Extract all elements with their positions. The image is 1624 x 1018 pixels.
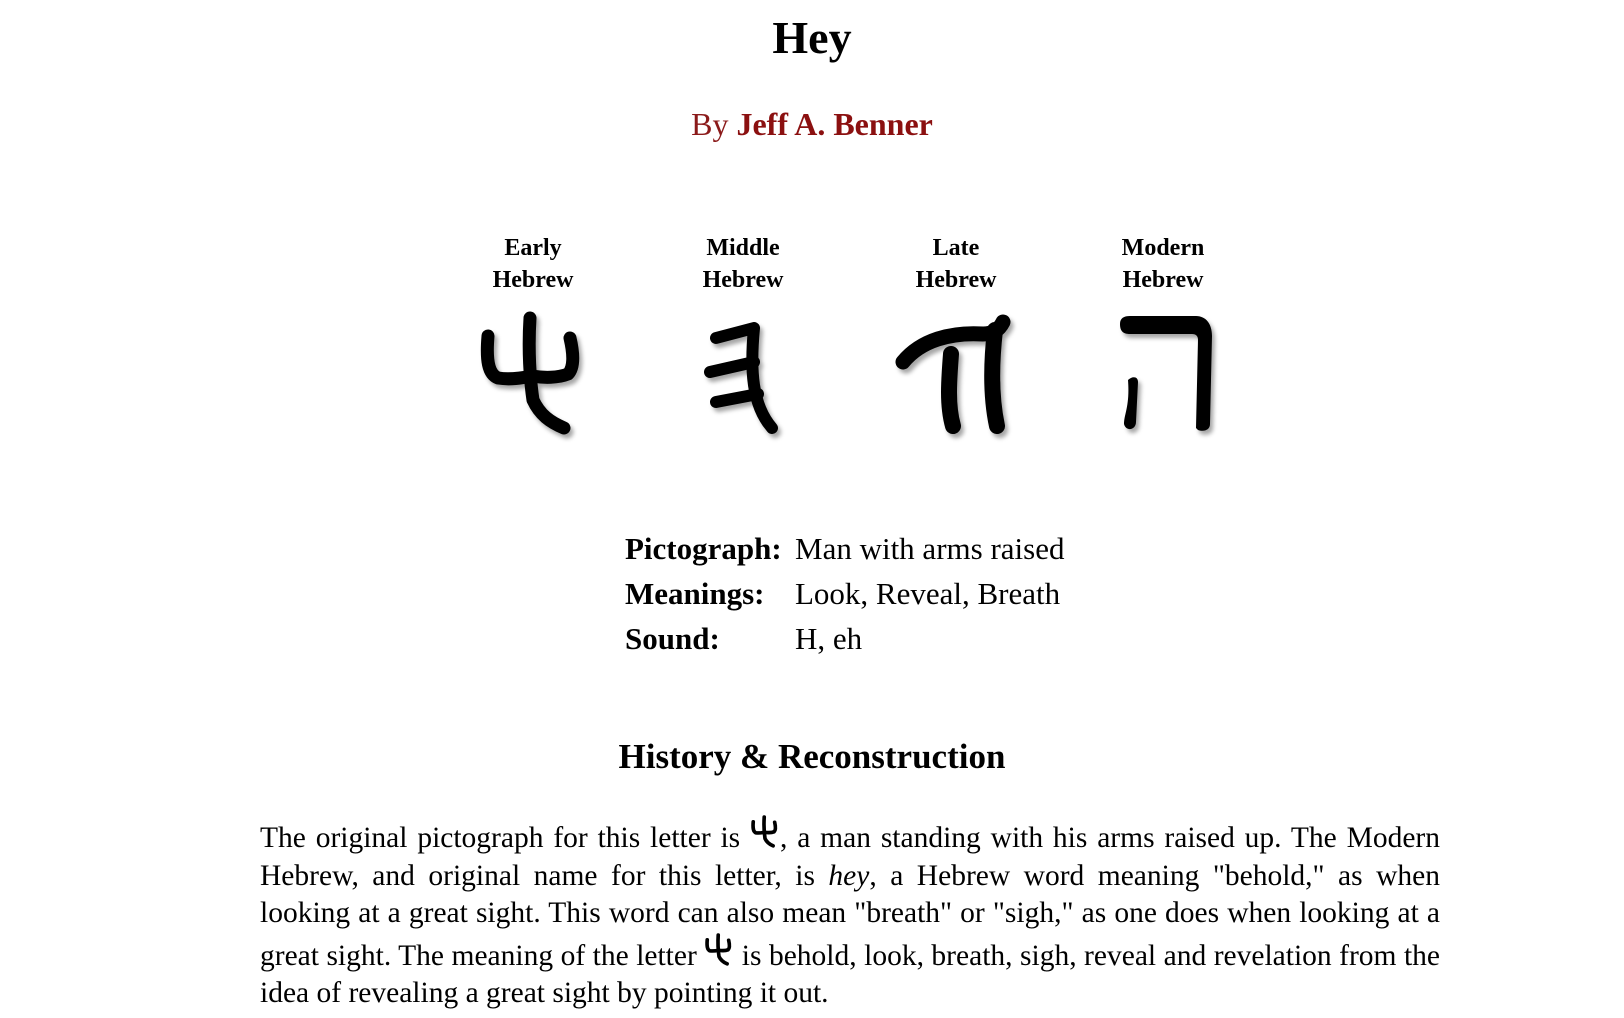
fact-label: Sound: <box>625 621 720 656</box>
history-paragraph <box>260 815 1440 1013</box>
column-label-line2: Hebrew <box>915 267 997 293</box>
letter-evolution-table <box>0 232 1624 452</box>
column-label <box>856 232 1056 296</box>
paragraph-text: The original pictograph for this letter is <box>260 822 751 854</box>
early-hebrew-hey-inline-icon <box>704 933 734 967</box>
section-heading: History & Reconstruction <box>618 737 1006 776</box>
modern-hebrew-hey-icon <box>1108 310 1218 440</box>
column-label-line1: Middle <box>706 235 780 261</box>
letter-column-late <box>856 232 1056 440</box>
fact-value: Look, Reveal, Breath <box>795 576 1061 611</box>
column-label-line2: Hebrew <box>702 267 784 293</box>
middle-hebrew-hey-icon <box>688 310 798 440</box>
column-label-line1: Early <box>504 235 562 261</box>
column-label-line2: Hebrew <box>492 267 574 293</box>
letter-facts <box>625 526 1064 661</box>
early-hebrew-hey-icon <box>478 310 588 440</box>
paragraph-text: , a Hebrew word meaning "behold," as when looking at a great sight. This word can also mean "breath" or "sigh," as one does when looking at a great sight. The meaning of the letter <box>260 859 1440 972</box>
byline-prefix: By <box>691 106 737 142</box>
column-label <box>643 232 843 296</box>
fact-label: Pictograph: <box>625 531 782 566</box>
paragraph-italic-word: hey <box>828 859 870 892</box>
fact-row-sound <box>625 616 1064 661</box>
fact-value: Man with arms raised <box>795 531 1065 566</box>
letter-column-middle <box>643 232 843 440</box>
column-label <box>433 232 633 296</box>
column-label <box>1063 232 1263 296</box>
fact-row-pictograph <box>625 526 1064 571</box>
fact-label: Meanings: <box>625 576 765 611</box>
page-title: Hey <box>772 12 852 63</box>
author-name: Jeff A. Benner <box>736 106 933 142</box>
column-label-line2: Hebrew <box>1122 267 1204 293</box>
column-label-line1: Modern <box>1121 235 1205 261</box>
letter-column-early <box>433 232 633 440</box>
late-hebrew-hey-icon <box>891 310 1021 440</box>
letter-column-modern <box>1063 232 1263 440</box>
paragraph-text: , a man standing with his arms raised up. The Modern Hebrew, and original name for this letter, is <box>260 822 1440 892</box>
fact-value: H, eh <box>795 621 863 656</box>
byline <box>0 104 1624 144</box>
paragraph-text: is behold, look, breath, sigh, reveal and revelation from the idea of revealing a great sight by pointing it out. <box>260 939 1441 1009</box>
early-hebrew-hey-inline-icon <box>750 815 780 849</box>
fact-row-meanings <box>625 571 1064 616</box>
column-label-line1: Late <box>932 235 980 261</box>
